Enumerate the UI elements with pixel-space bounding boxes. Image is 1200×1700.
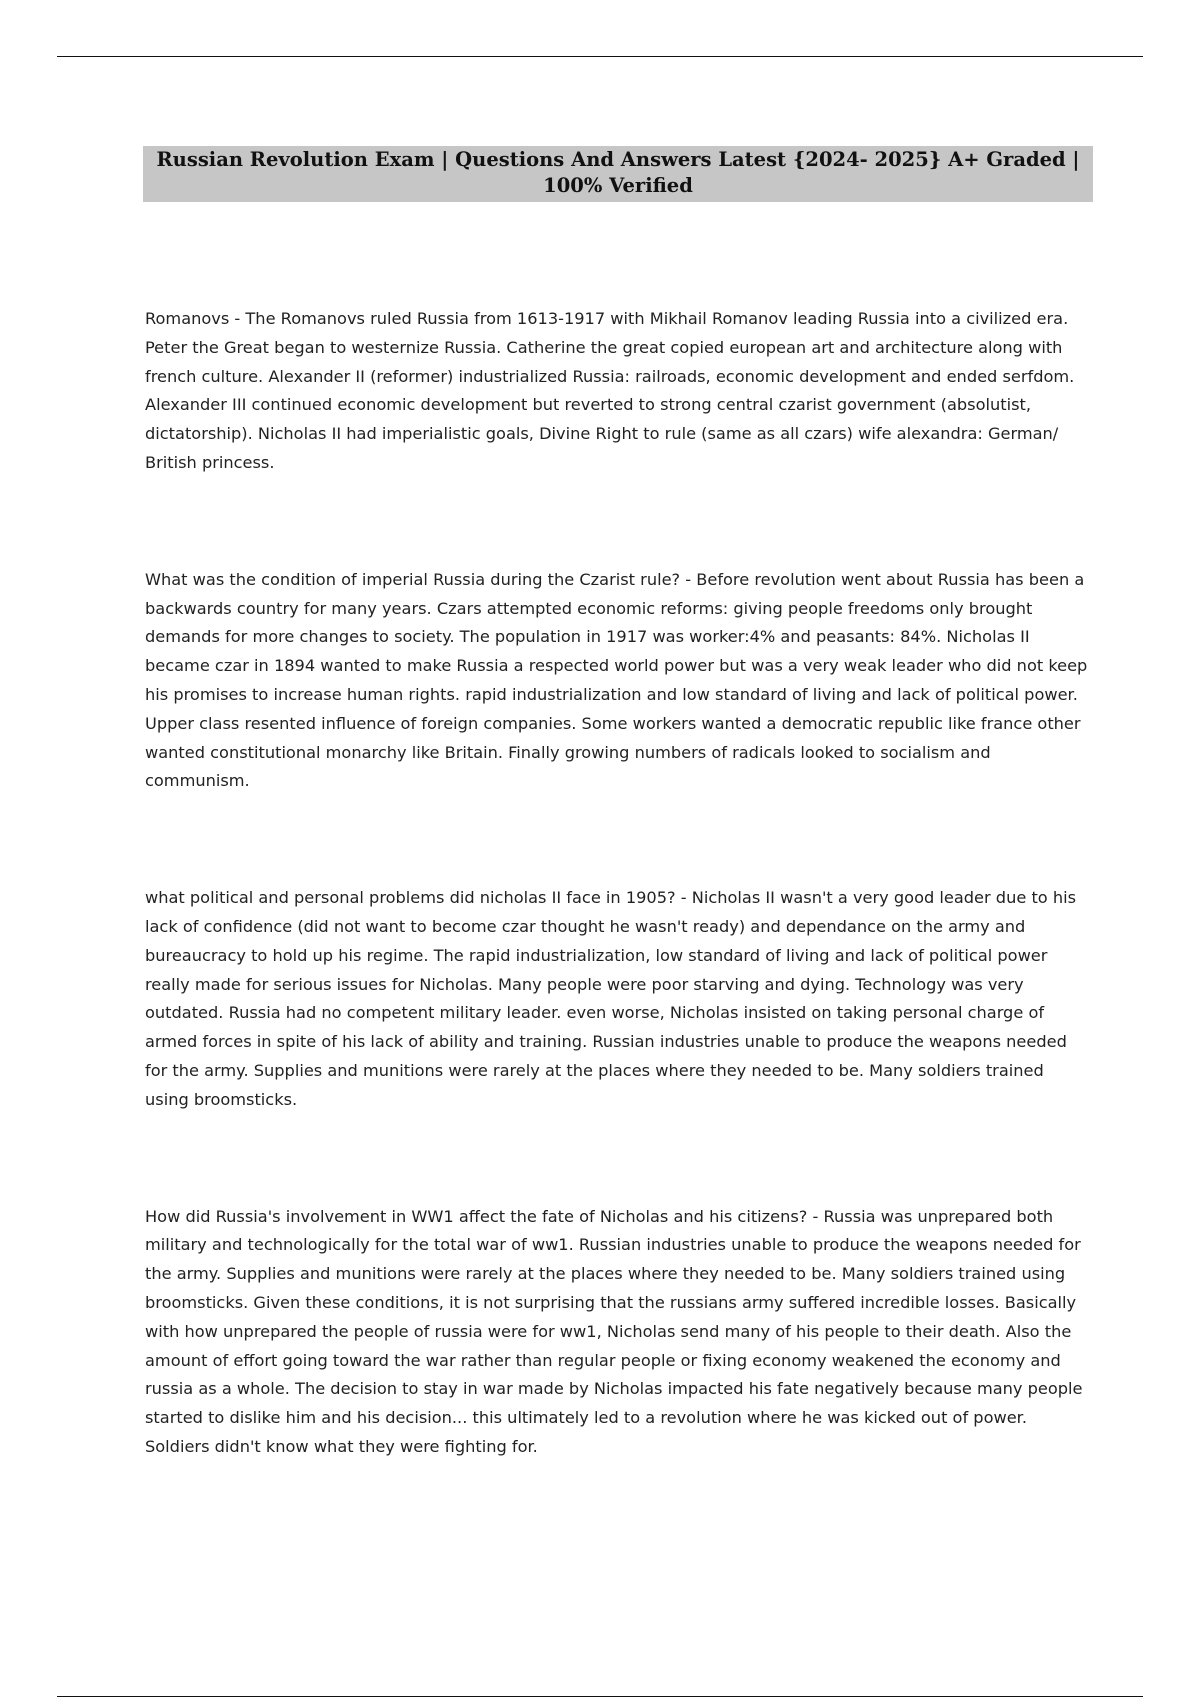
document-title: Russian Revolution Exam | Questions And Answers Latest {2024- 2025} A+ Graded | 100% Verified [143, 146, 1093, 202]
bottom-divider [57, 1696, 1143, 1697]
qa-entry [145, 884, 1090, 1114]
document-body [145, 305, 1090, 1550]
qa-entry [145, 566, 1090, 796]
qa-entry-text: what political and personal problems did nicholas II face in 1905? - Nicholas II wasn't a very good leader due to his lack of confidence (did not want to become czar thought he wasn't ready) and dependance on the army and bureaucracy to hold up his regime. The rapid industrialization, low standard of living and lack of political power really made for serious issues for Nicholas. Many people were poor starving and dying. Technology was very outdated. Russia had no competent military leader. even worse, Nicholas insisted on taking personal charge of armed forces in spite of his lack of ability and training. Russian industries unable to produce the weapons needed for the army. Supplies and munitions were rarely at the places where they needed to be. Many soldiers trained using broomsticks. [145, 888, 1077, 1109]
qa-entry-text: What was the condition of imperial Russia during the Czarist rule? - Before revolution went about Russia has been a backwards country for many years. Czars attempted economic reforms: giving people freedoms only brought demands for more changes to society. The population in 1917 was worker:4% and peasants: 84%. Nicholas II became czar in 1894 wanted to make Russia a respected world power but was a very weak leader who did not keep his promises to increase human rights. rapid industrialization and low standard of living and lack of political power. Upper class resented influence of foreign companies. Some workers wanted a democratic republic like france other wanted constitutional monarchy like Britain. Finally growing numbers of radicals looked to socialism and communism. [145, 569, 1088, 791]
qa-entry-text: How did Russia's involvement in WW1 affect the fate of Nicholas and his citizens? - Russia was unprepared both military and technologically for the total war of ww1. Russian industries unable to produce the weapons needed for the army. Supplies and munitions were rarely at the places where they needed to be. Many soldiers trained using broomsticks. Given these conditions, it is not surprising that the russians army suffered incredible losses. Basically with how unprepared the people of russia were for ww1, Nicholas send many of his people to their death. Also the amount of effort going toward the war rather than regular people or fixing economy weakened the economy and russia as a whole. The decision to stay in war made by Nicholas impacted his fate negatively because many people started to dislike him and his decision... this ultimately led to a revolution where he was kicked out of power. Soldiers didn't know what they were fighting for. [145, 1206, 1083, 1456]
qa-entry [145, 1203, 1090, 1462]
qa-entry [145, 305, 1090, 478]
qa-entry-text: Romanovs - The Romanovs ruled Russia from 1613-1917 with Mikhail Romanov leading Russia into a civilized era. Peter the Great began to westernize Russia. Catherine the great copied european art and architecture along with french culture. Alexander II (reformer) industrialized Russia: railroads, economic development and ended serfdom. Alexander III continued economic development but reverted to strong central czarist government (absolutist, dictatorship). Nicholas II had imperialistic goals, Divine Right to rule (same as all czars) wife alexandra: German/ British princess. [145, 309, 1075, 472]
top-divider [57, 56, 1143, 57]
